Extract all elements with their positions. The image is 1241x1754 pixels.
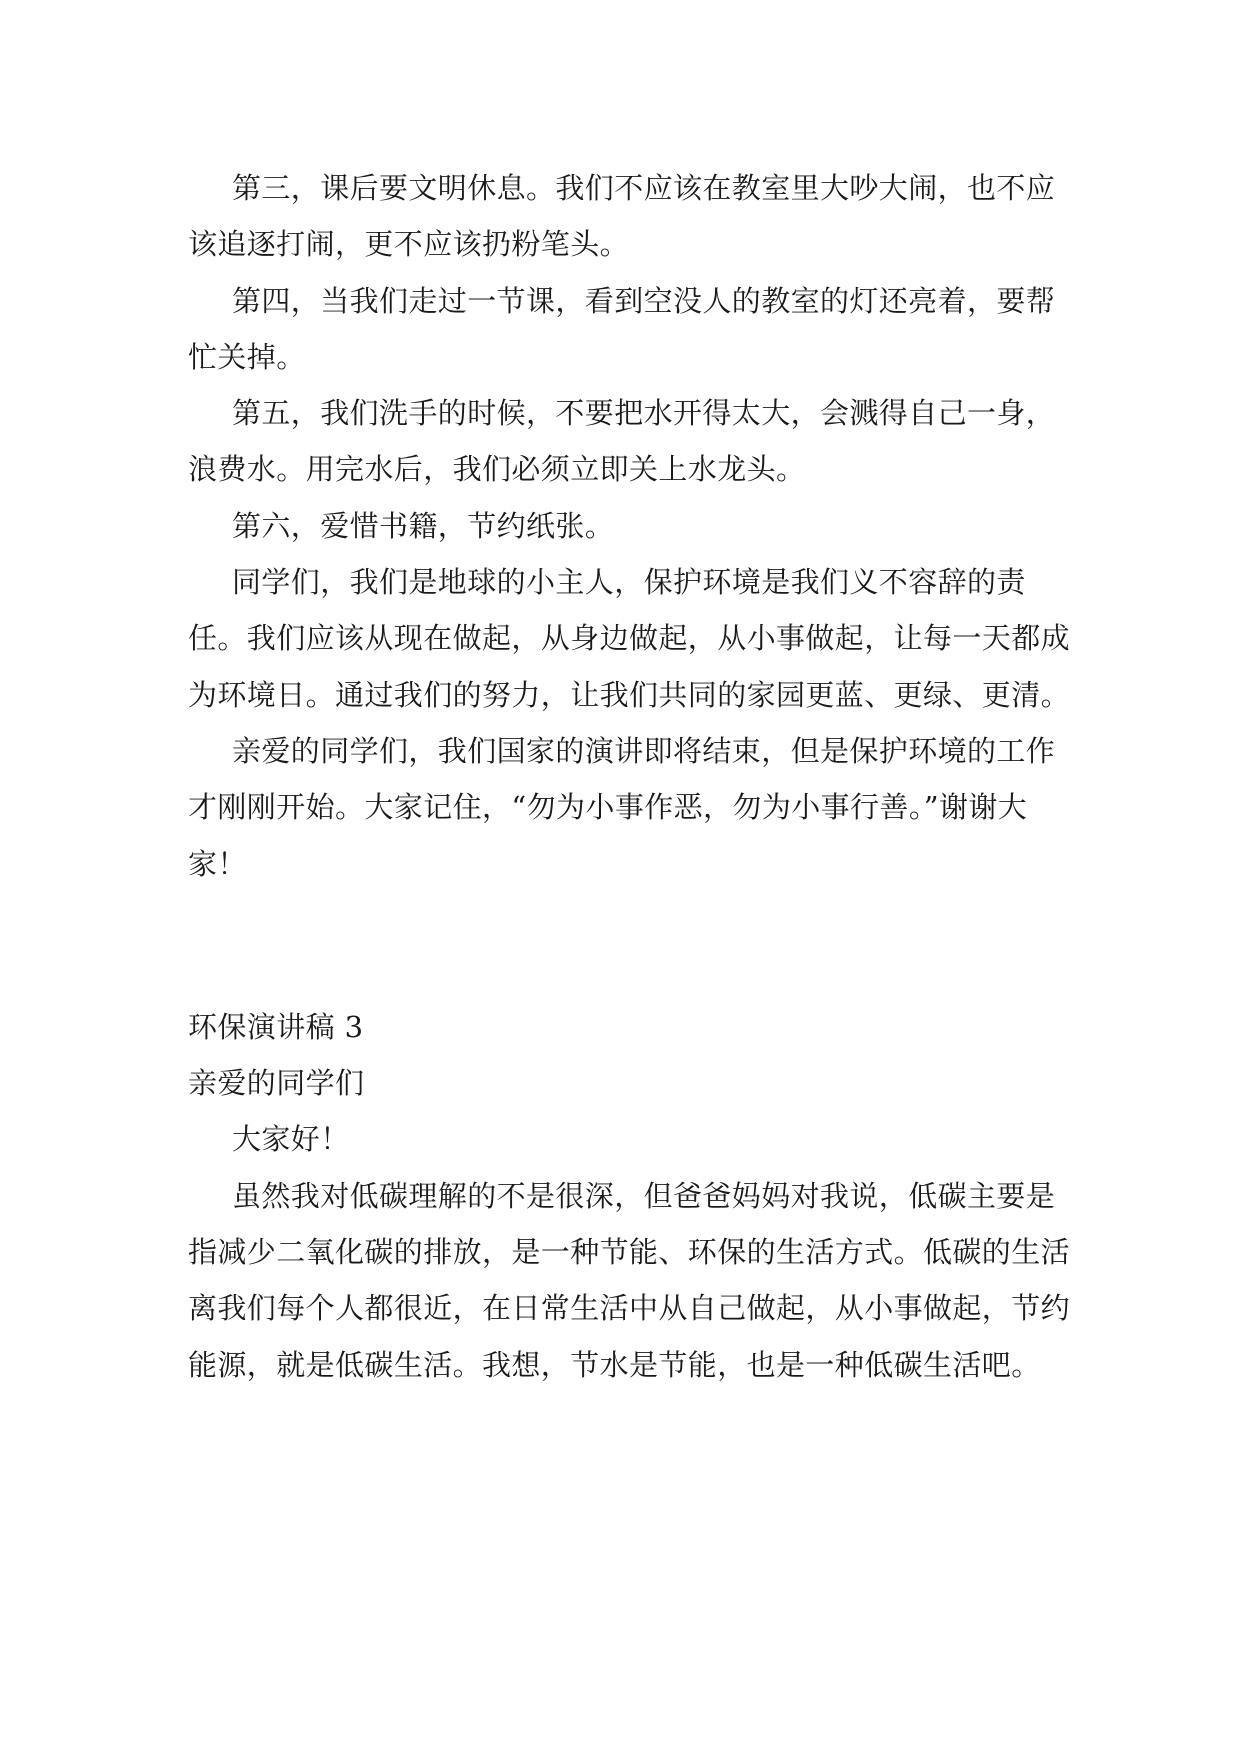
paragraph-third-point: 第三，课后要文明休息。我们不应该在教室里大吵大闹，也不应该追逐打闹，更不应该扔粉笔头。 [188,171,1056,262]
greeting: 大家好！ [232,1122,350,1157]
paragraph-responsibility: 同学们，我们是地球的小主人，保护环境是我们义不容辞的责任。我们应该从现在做起，从身边做起，从小事做起，让每一天都成为环境日。通过我们的努力，让我们共同的家园更蓝、更绿、更清。 [188,565,1071,712]
document-body [188,160,1073,1393]
paragraph-sixth-point: 第六，爱惜书籍，节约纸张。 [232,508,615,543]
paragraph-fourth-point: 第四，当我们走过一节课，看到空没人的教室的灯还亮着，要帮忙关掉。 [188,283,1056,374]
paragraph-closing: 亲爱的同学们，我们国家的演讲即将结束，但是保护环境的工作才刚刚开始。大家记住，“勿为小事作恶，勿为小事行善。”谢谢大家！ [188,733,1056,881]
section-spacer [188,892,1073,999]
section-title: 环保演讲稿 3 [188,1009,364,1044]
paragraph-low-carbon: 虽然我对低碳理解的不是很深，但爸爸妈妈对我说，低碳主要是指减少二氧化碳的排放，是一种节能、环保的生活方式。低碳的生活离我们每个人都很近，在日常生活中从自己做起，从小事做起，节约能源，就是低碳生活。我想，节水是节能，也是一种低碳生活吧。 [188,1178,1071,1382]
salutation: 亲爱的同学们 [188,1066,365,1101]
paragraph-fifth-point: 第五，我们洗手的时候，不要把水开得太大，会溅得自己一身，浪费水。用完水后，我们必须立即关上水龙头。 [188,396,1056,487]
